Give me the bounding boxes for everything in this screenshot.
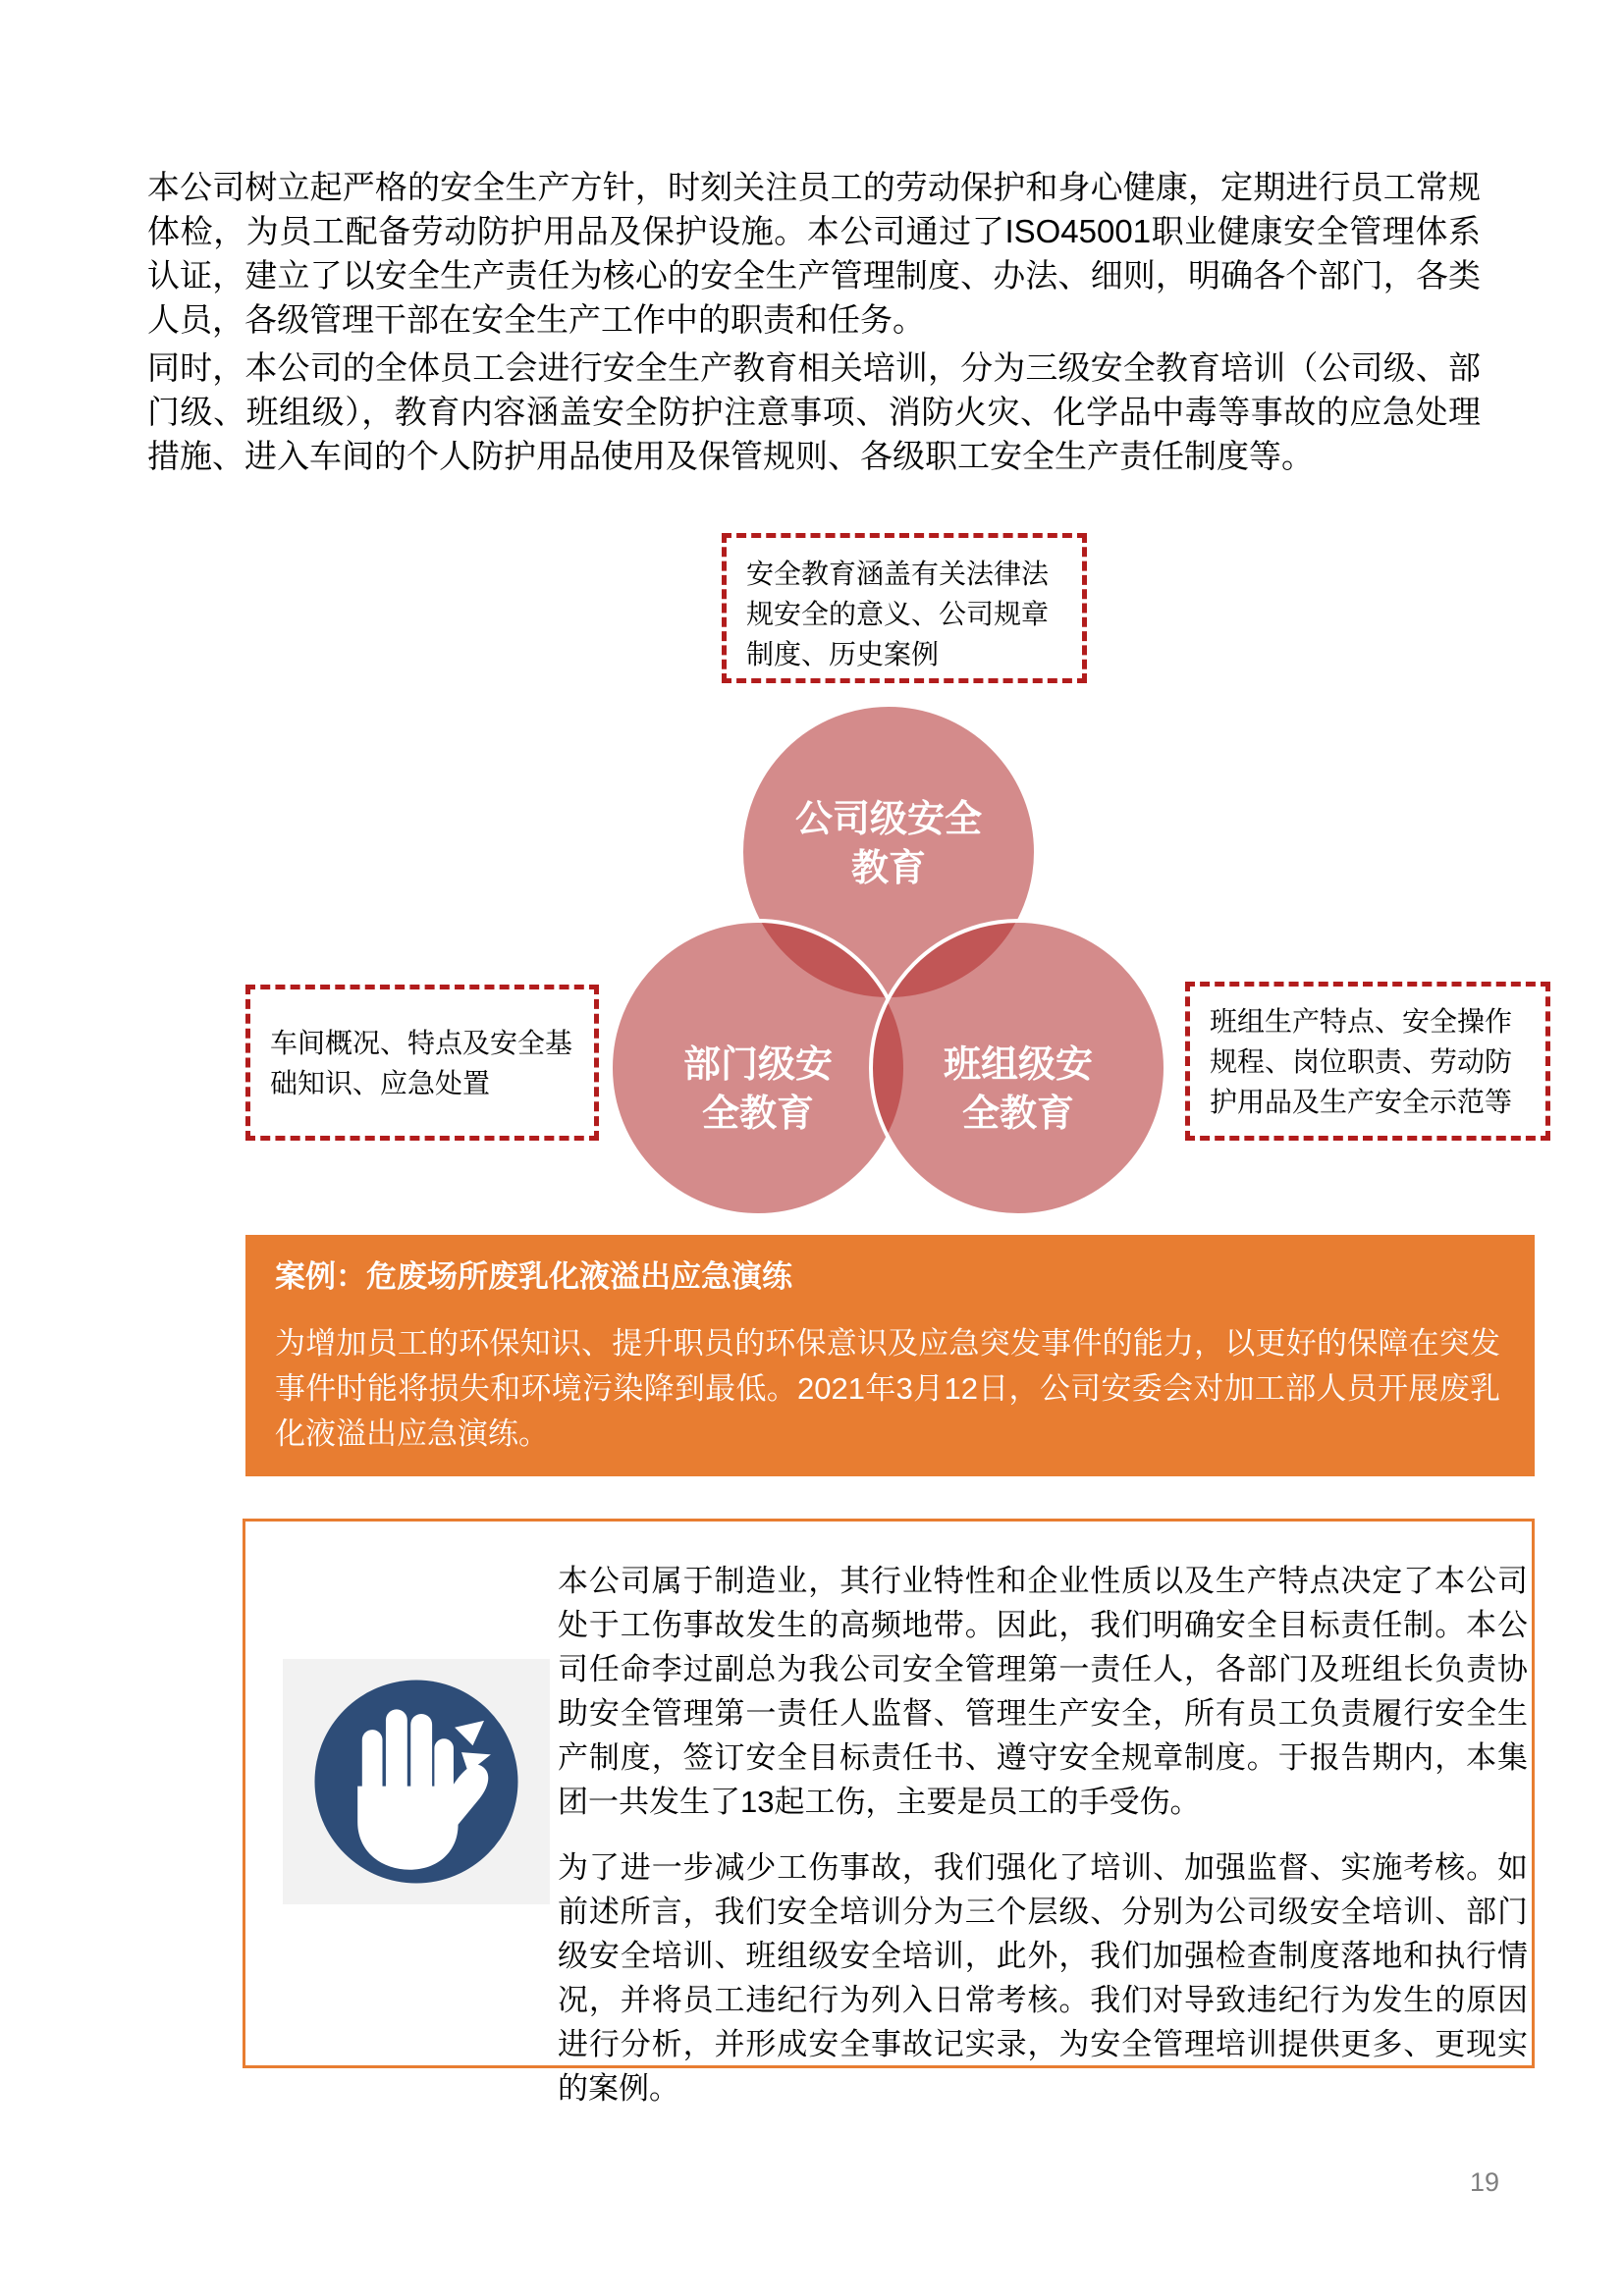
safety-responsibility-text: [558, 1559, 1528, 2110]
callout-company-level-text: 安全教育涵盖有关法律法规安全的意义、公司规章制度、历史案例: [746, 559, 1050, 669]
intro-paragraph-1: 本公司树立起严格的安全生产方针，时刻关注员工的劳动保护和身心健康，定期进行员工常规体检，为员工配备劳动防护用品及保护设施。本公司通过了ISO45001职业健康安全管理体系认证，建立了以安全生产责任为核心的安全生产管理制度、办法、细则，明确各个部门，各类人员，各级管理干部在安全生产工作中的职责和任务。: [147, 169, 1481, 338]
venn-label-team: 班组级安全教育: [943, 1044, 1093, 1135]
callout-team-level-text: 班组生产特点、安全操作规程、岗位职责、劳动防护用品及生产安全示范等: [1210, 1005, 1513, 1117]
callout-team-level: [1185, 982, 1550, 1141]
case-study-banner: [245, 1235, 1535, 1476]
hand-injury-icon-tile: [283, 1659, 550, 1904]
venn-diagram: [0, 687, 1624, 1237]
callout-department-level-text: 车间概况、特点及安全基础知识、应急处置: [270, 1027, 573, 1098]
hand-injury-icon: [303, 1669, 529, 1895]
safety-paragraph-1: 本公司属于制造业，其行业特性和企业性质以及生产特点决定了本公司处于工伤事故发生的高频地带。因此，我们明确安全目标责任制。本公司任命李过副总为我公司安全管理第一责任人，各部门及班组长负责协助安全管理第一责任人监督、管理生产安全，所有员工负责履行安全生产制度，签订安全目标责任书、遵守安全规章制度。于报告期内，本集团一共发生了13起工伤，主要是员工的手受伤。: [558, 1564, 1528, 1819]
venn-label-department: 部门级安全教育: [682, 1044, 833, 1135]
safety-paragraph-2: 为了进一步减少工伤事故，我们强化了培训、加强监督、实施考核。如前述所言，我们安全培训分为三个层级、分别为公司级安全培训、部门级安全培训、班组级安全培训，此外，我们加强检查制度落地和执行情况，并将员工违纪行为列入日常考核。我们对导致违纪行为发生的原因进行分析，并形成安全事故记实录，为安全管理培训提供更多、更现实的案例。: [558, 1850, 1528, 2106]
callout-company-level: [722, 533, 1087, 683]
page-number: 19: [1470, 2167, 1500, 2197]
venn-label-company: 公司级安全教育: [794, 799, 982, 889]
intro-paragraph-2: 同时，本公司的全体员工会进行安全生产教育相关培训，分为三级安全教育培训（公司级、部门级、班组级），教育内容涵盖安全防护注意事项、消防火灾、化学品中毒等事故的应急处理措施、进入车间的个人防护用品使用及保管规则、各级职工安全生产责任制度等。: [147, 349, 1481, 474]
callout-department-level: [245, 985, 599, 1141]
case-study-title: 案例：危废场所废乳化液溢出应急演练: [275, 1259, 792, 1294]
safety-responsibility-box: [243, 1519, 1535, 2106]
case-study-body: 为增加员工的环保知识、提升职员的环保意识及应急突发事件的能力，以更好的保障在突发事件时能将损失和环境污染降到最低。2021年3月12日，公司安委会对加工部人员开展废乳化液溢出应急演练。: [275, 1326, 1500, 1451]
